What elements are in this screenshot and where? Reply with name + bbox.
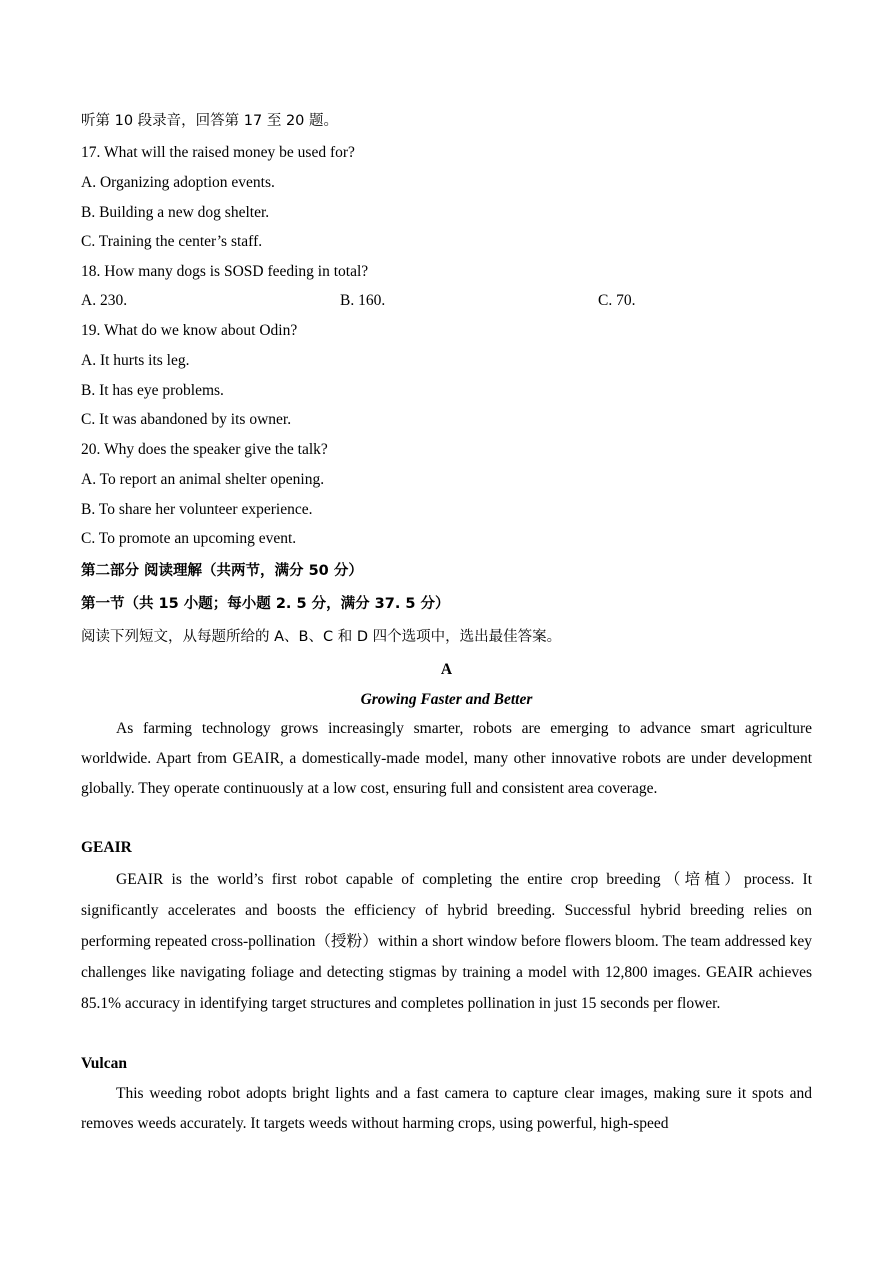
question-17-option-b: B. Building a new dog shelter. bbox=[81, 204, 270, 221]
passage-intro-paragraph: As farming technology grows increasingly smarter, robots are emerging to advance smart agriculture worldwide. Apart from GEAIR, a domestically-made model, many other innovative robots are under development globally. They operate continuously at a low cost, ensuring full and consistent area coverage. bbox=[81, 720, 812, 797]
question-20-option-c: C. To promote an upcoming event. bbox=[81, 530, 297, 547]
question-20: 20. Why does the speaker give the talk? bbox=[81, 441, 328, 458]
question-20-option-a: A. To report an animal shelter opening. bbox=[81, 471, 325, 488]
question-17-option-a: A. Organizing adoption events. bbox=[81, 174, 275, 191]
vulcan-heading: Vulcan bbox=[81, 1055, 127, 1072]
question-19-option-c: C. It was abandoned by its owner. bbox=[81, 411, 292, 428]
question-19-option-b: B. It has eye problems. bbox=[81, 382, 224, 399]
passage-letter: A bbox=[440, 661, 453, 678]
question-18: 18. How many dogs is SOSD feeding in total? bbox=[81, 263, 369, 280]
part2-section1-title: 第一节（共 15 小题；每小题 2. 5 分，满分 37. 5 分） bbox=[81, 596, 450, 612]
geair-heading: GEAIR bbox=[81, 839, 132, 856]
geair-paragraph: GEAIR is the world’s first robot capable of completing the entire crop breeding（培植）process. It significantly accelerates and boosts the efficiency of hybrid breeding. Successful hybrid breeding relies on performing repeated cross-pollination（授粉）within a short window before flowers bloom. The team addressed key challenges like navigating foliage and detecting stigmas by training a model with 12,800 images. GEAIR achieves 85.1% accuracy in identifying target structures and completes pollination in just 15 seconds per flower. bbox=[81, 871, 812, 1012]
question-18-option-b: B. 160. bbox=[340, 292, 386, 309]
question-19: 19. What do we know about Odin? bbox=[81, 322, 298, 339]
question-18-option-c: C. 70. bbox=[598, 292, 636, 309]
passage-title: Growing Faster and Better bbox=[360, 691, 533, 708]
question-19-option-a: A. It hurts its leg. bbox=[81, 352, 190, 369]
question-18-option-a: A. 230. bbox=[81, 292, 128, 309]
listening-section-intro: 听第 10 段录音，回答第 17 至 20 题。 bbox=[81, 113, 339, 129]
reading-instruction: 阅读下列短文，从每题所给的 A、B、C 和 D 四个选项中，选出最佳答案。 bbox=[81, 629, 562, 645]
question-20-option-b: B. To share her volunteer experience. bbox=[81, 501, 313, 518]
vulcan-paragraph: This weeding robot adopts bright lights and a fast camera to capture clear images, making sure it spots and removes weeds accurately. It targets weeds without harming crops, using powerful, high-speed bbox=[81, 1085, 812, 1132]
question-17-option-c: C. Training the center’s staff. bbox=[81, 233, 263, 250]
part2-title: 第二部分 阅读理解（共两节，满分 50 分） bbox=[81, 563, 363, 579]
question-17: 17. What will the raised money be used for? bbox=[81, 144, 355, 161]
